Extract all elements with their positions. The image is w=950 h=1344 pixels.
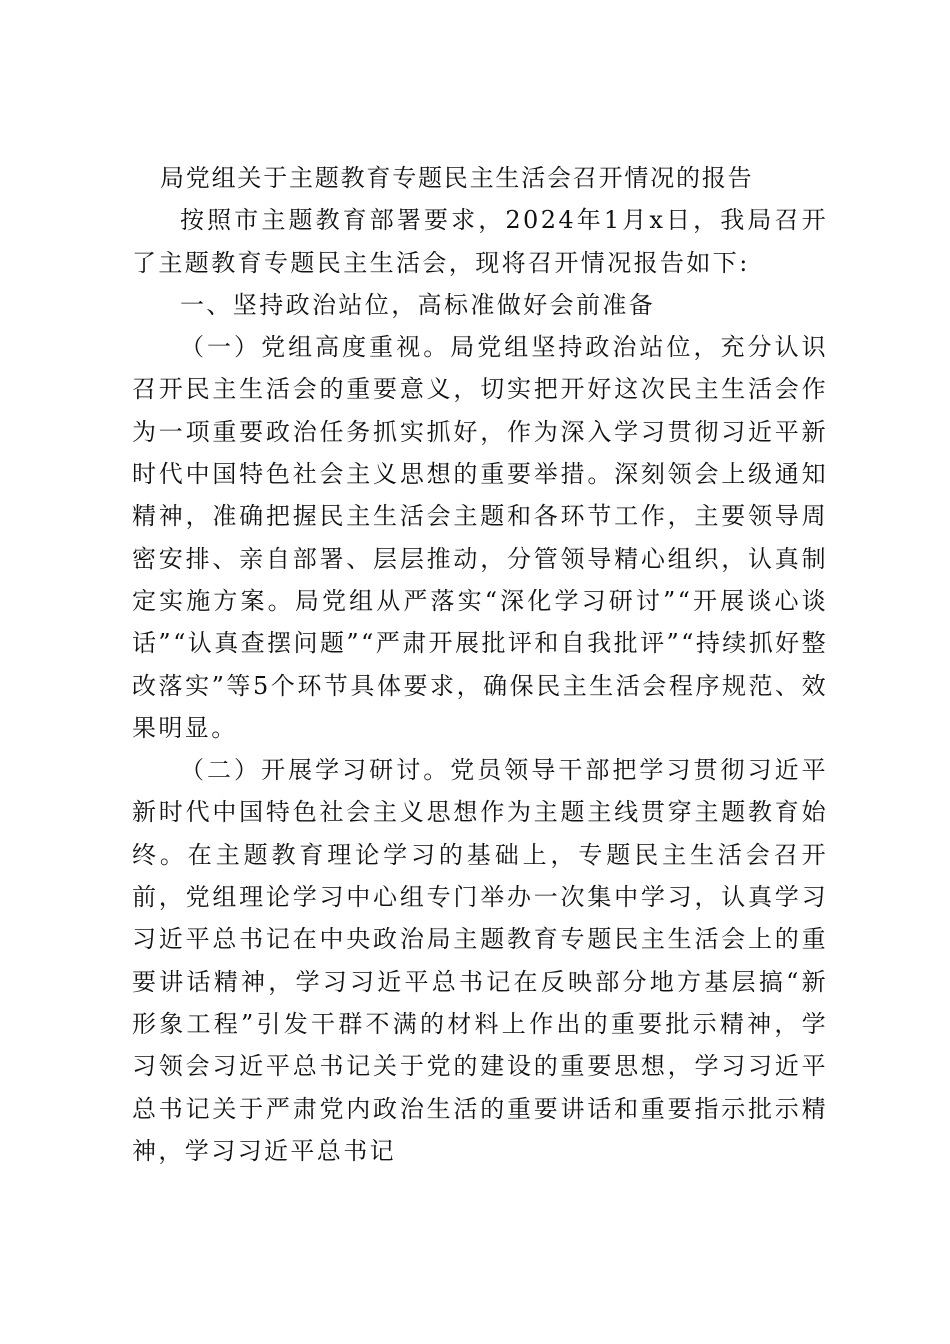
section-1-heading: 一、坚持政治站位，高标准做好会前准备 bbox=[180, 290, 656, 319]
document-title: 局党组关于主题教育专题民主生活会召开情况的报告 bbox=[160, 164, 754, 192]
document-body bbox=[132, 157, 828, 1172]
paragraph-party-group-attention: （一）党组高度重视。局党组坚持政治站位，充分认识召开民主生活会的重要意义，切实把开好这次民主生活会作为一项重要政治任务抓实抓好，作为深入学习贯彻习近平新时代中国特色社会主义思想的重要举措。深刻领会上级通知精神，准确把握民主生活会主题和各环节工作，主要领导周密安排、亲自部署、层层推动，分管领导精心组织，认真制定实施方案。局党组从严落实“深化学习研讨”“开展谈心谈话”“认真查摆问题”“严肃开展批评和自我批评”“持续抓好整改落实”等5个环节具体要求，确保民主生活会程序规范、效果明显。 bbox=[132, 333, 828, 742]
paragraph-study-discussion: （二）开展学习研讨。党员领导干部把学习贯彻习近平新时代中国特色社会主义思想作为主题主线贯穿主题教育始终。在主题教育理论学习的基础上，专题民主生活会召开前，党组理论学习中心组专门举办一次集中学习，认真学习习近平总书记在中央政治局主题教育专题民主生活会上的重要讲话精神，学习习近平总书记在反映部分地方基层搞“新形象工程”引发干群不满的材料上作出的重要批示精神，学习领会习近平总书记关于党的建设的重要思想，学习习近平总书记关于严肃党内政治生活的重要讲话和重要指示批示精神，学习习近平总书记 bbox=[132, 756, 828, 1165]
intro-paragraph: 按照市主题教育部署要求，2024年1月x日，我局召开了主题教育专题民主生活会，现将召开情况报告如下: bbox=[132, 206, 828, 277]
